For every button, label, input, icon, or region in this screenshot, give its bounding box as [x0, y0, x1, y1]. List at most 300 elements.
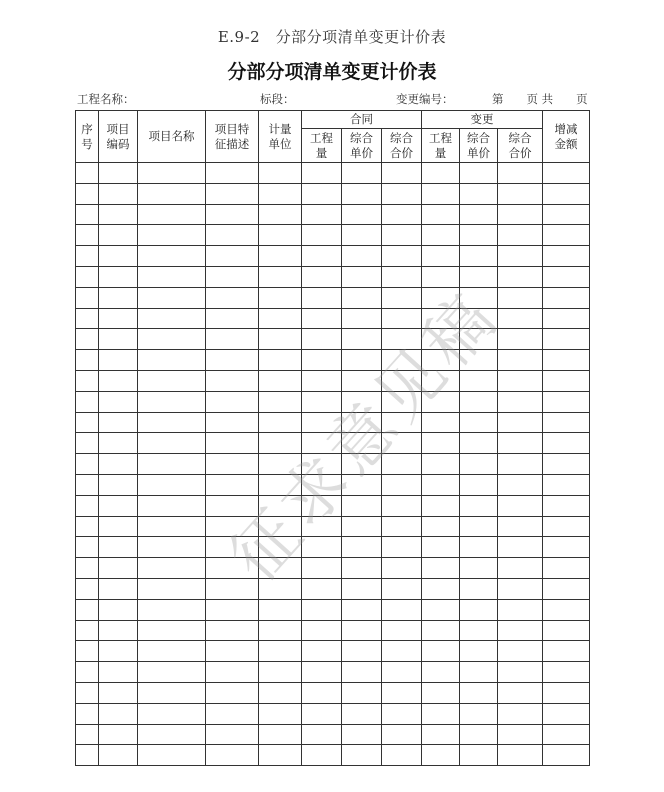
table-cell[interactable]: [99, 495, 138, 516]
table-cell[interactable]: [259, 495, 302, 516]
table-cell[interactable]: [460, 474, 498, 495]
table-cell[interactable]: [302, 454, 342, 475]
table-cell[interactable]: [342, 724, 382, 745]
table-cell[interactable]: [498, 287, 543, 308]
table-cell[interactable]: [206, 391, 259, 412]
table-cell[interactable]: [460, 620, 498, 641]
table-cell[interactable]: [76, 412, 99, 433]
table-cell[interactable]: [302, 537, 342, 558]
table-cell[interactable]: [302, 599, 342, 620]
table-cell[interactable]: [99, 204, 138, 225]
table-cell[interactable]: [138, 662, 206, 683]
table-cell[interactable]: [543, 454, 590, 475]
table-cell[interactable]: [76, 225, 99, 246]
table-cell[interactable]: [498, 745, 543, 766]
table-cell[interactable]: [460, 745, 498, 766]
table-cell[interactable]: [342, 620, 382, 641]
table-cell[interactable]: [342, 682, 382, 703]
table-cell[interactable]: [76, 641, 99, 662]
table-cell[interactable]: [76, 329, 99, 350]
table-cell[interactable]: [382, 662, 422, 683]
table-cell[interactable]: [498, 662, 543, 683]
table-cell[interactable]: [302, 724, 342, 745]
table-cell[interactable]: [76, 433, 99, 454]
table-cell[interactable]: [138, 703, 206, 724]
table-cell[interactable]: [498, 641, 543, 662]
table-cell[interactable]: [422, 225, 460, 246]
table-cell[interactable]: [206, 578, 259, 599]
table-cell[interactable]: [99, 474, 138, 495]
table-cell[interactable]: [99, 308, 138, 329]
table-cell[interactable]: [460, 350, 498, 371]
table-cell[interactable]: [76, 163, 99, 184]
table-cell[interactable]: [259, 391, 302, 412]
table-cell[interactable]: [543, 246, 590, 267]
table-cell[interactable]: [498, 578, 543, 599]
table-cell[interactable]: [302, 412, 342, 433]
table-cell[interactable]: [543, 745, 590, 766]
table-cell[interactable]: [382, 620, 422, 641]
table-cell[interactable]: [138, 370, 206, 391]
table-cell[interactable]: [422, 287, 460, 308]
table-cell[interactable]: [422, 558, 460, 579]
table-cell[interactable]: [99, 412, 138, 433]
table-cell[interactable]: [259, 266, 302, 287]
table-cell[interactable]: [498, 703, 543, 724]
table-cell[interactable]: [138, 350, 206, 371]
table-cell[interactable]: [76, 246, 99, 267]
table-cell[interactable]: [302, 495, 342, 516]
table-cell[interactable]: [342, 537, 382, 558]
table-cell[interactable]: [498, 724, 543, 745]
table-cell[interactable]: [460, 682, 498, 703]
table-cell[interactable]: [498, 225, 543, 246]
table-cell[interactable]: [543, 599, 590, 620]
table-cell[interactable]: [76, 620, 99, 641]
table-cell[interactable]: [498, 558, 543, 579]
table-cell[interactable]: [138, 745, 206, 766]
table-cell[interactable]: [460, 724, 498, 745]
table-cell[interactable]: [342, 558, 382, 579]
table-cell[interactable]: [302, 370, 342, 391]
table-cell[interactable]: [259, 204, 302, 225]
table-cell[interactable]: [206, 412, 259, 433]
table-cell[interactable]: [460, 516, 498, 537]
table-cell[interactable]: [422, 495, 460, 516]
table-cell[interactable]: [76, 183, 99, 204]
table-cell[interactable]: [138, 641, 206, 662]
table-cell[interactable]: [138, 537, 206, 558]
table-cell[interactable]: [76, 724, 99, 745]
table-cell[interactable]: [138, 329, 206, 350]
table-cell[interactable]: [422, 682, 460, 703]
table-cell[interactable]: [543, 412, 590, 433]
table-cell[interactable]: [460, 204, 498, 225]
table-cell[interactable]: [342, 370, 382, 391]
table-cell[interactable]: [382, 745, 422, 766]
table-cell[interactable]: [422, 246, 460, 267]
table-cell[interactable]: [498, 350, 543, 371]
table-cell[interactable]: [99, 599, 138, 620]
table-cell[interactable]: [259, 578, 302, 599]
table-cell[interactable]: [460, 163, 498, 184]
table-cell[interactable]: [498, 682, 543, 703]
table-cell[interactable]: [382, 329, 422, 350]
table-cell[interactable]: [543, 537, 590, 558]
table-cell[interactable]: [382, 412, 422, 433]
table-cell[interactable]: [543, 620, 590, 641]
table-cell[interactable]: [206, 266, 259, 287]
table-cell[interactable]: [302, 183, 342, 204]
table-cell[interactable]: [138, 578, 206, 599]
table-cell[interactable]: [382, 474, 422, 495]
table-cell[interactable]: [422, 370, 460, 391]
table-cell[interactable]: [460, 454, 498, 475]
table-cell[interactable]: [342, 204, 382, 225]
table-cell[interactable]: [382, 724, 422, 745]
table-cell[interactable]: [422, 329, 460, 350]
table-cell[interactable]: [543, 578, 590, 599]
table-cell[interactable]: [382, 225, 422, 246]
table-cell[interactable]: [543, 225, 590, 246]
table-cell[interactable]: [302, 204, 342, 225]
table-cell[interactable]: [259, 225, 302, 246]
table-cell[interactable]: [460, 558, 498, 579]
table-cell[interactable]: [138, 599, 206, 620]
table-cell[interactable]: [460, 225, 498, 246]
table-cell[interactable]: [543, 370, 590, 391]
table-cell[interactable]: [382, 183, 422, 204]
table-cell[interactable]: [302, 225, 342, 246]
table-cell[interactable]: [99, 163, 138, 184]
table-cell[interactable]: [543, 682, 590, 703]
table-cell[interactable]: [206, 225, 259, 246]
table-cell[interactable]: [382, 287, 422, 308]
table-cell[interactable]: [76, 474, 99, 495]
table-cell[interactable]: [76, 516, 99, 537]
table-cell[interactable]: [422, 474, 460, 495]
table-cell[interactable]: [382, 599, 422, 620]
table-cell[interactable]: [342, 246, 382, 267]
table-cell[interactable]: [259, 433, 302, 454]
table-cell[interactable]: [382, 433, 422, 454]
table-cell[interactable]: [138, 266, 206, 287]
table-cell[interactable]: [99, 578, 138, 599]
table-cell[interactable]: [543, 516, 590, 537]
table-cell[interactable]: [342, 516, 382, 537]
table-cell[interactable]: [382, 578, 422, 599]
table-cell[interactable]: [342, 745, 382, 766]
table-cell[interactable]: [498, 391, 543, 412]
table-cell[interactable]: [302, 682, 342, 703]
table-cell[interactable]: [460, 703, 498, 724]
table-cell[interactable]: [382, 537, 422, 558]
table-cell[interactable]: [498, 474, 543, 495]
table-cell[interactable]: [206, 703, 259, 724]
table-cell[interactable]: [259, 745, 302, 766]
table-cell[interactable]: [302, 558, 342, 579]
table-cell[interactable]: [422, 204, 460, 225]
table-cell[interactable]: [138, 682, 206, 703]
table-cell[interactable]: [498, 537, 543, 558]
table-cell[interactable]: [342, 225, 382, 246]
table-cell[interactable]: [259, 703, 302, 724]
table-cell[interactable]: [302, 391, 342, 412]
table-cell[interactable]: [543, 391, 590, 412]
table-cell[interactable]: [259, 516, 302, 537]
table-cell[interactable]: [460, 308, 498, 329]
table-cell[interactable]: [543, 308, 590, 329]
table-cell[interactable]: [498, 163, 543, 184]
table-cell[interactable]: [460, 183, 498, 204]
table-cell[interactable]: [498, 308, 543, 329]
table-cell[interactable]: [382, 204, 422, 225]
table-cell[interactable]: [382, 454, 422, 475]
table-cell[interactable]: [259, 350, 302, 371]
table-cell[interactable]: [138, 412, 206, 433]
table-cell[interactable]: [460, 495, 498, 516]
table-cell[interactable]: [382, 391, 422, 412]
table-cell[interactable]: [302, 308, 342, 329]
table-cell[interactable]: [206, 662, 259, 683]
table-cell[interactable]: [422, 599, 460, 620]
table-cell[interactable]: [206, 370, 259, 391]
table-cell[interactable]: [543, 662, 590, 683]
table-cell[interactable]: [498, 183, 543, 204]
table-cell[interactable]: [76, 558, 99, 579]
table-cell[interactable]: [259, 454, 302, 475]
table-cell[interactable]: [460, 599, 498, 620]
table-cell[interactable]: [543, 183, 590, 204]
table-cell[interactable]: [543, 495, 590, 516]
table-cell[interactable]: [206, 308, 259, 329]
table-cell[interactable]: [382, 308, 422, 329]
table-cell[interactable]: [206, 454, 259, 475]
table-cell[interactable]: [342, 412, 382, 433]
table-cell[interactable]: [422, 745, 460, 766]
table-cell[interactable]: [543, 558, 590, 579]
table-cell[interactable]: [259, 724, 302, 745]
table-cell[interactable]: [206, 682, 259, 703]
table-cell[interactable]: [138, 204, 206, 225]
table-cell[interactable]: [206, 724, 259, 745]
table-cell[interactable]: [99, 329, 138, 350]
table-cell[interactable]: [138, 558, 206, 579]
table-cell[interactable]: [422, 662, 460, 683]
table-cell[interactable]: [206, 558, 259, 579]
table-cell[interactable]: [342, 391, 382, 412]
table-cell[interactable]: [76, 495, 99, 516]
table-cell[interactable]: [543, 703, 590, 724]
table-cell[interactable]: [259, 682, 302, 703]
table-cell[interactable]: [382, 641, 422, 662]
table-cell[interactable]: [138, 391, 206, 412]
table-cell[interactable]: [206, 163, 259, 184]
table-cell[interactable]: [382, 516, 422, 537]
table-cell[interactable]: [543, 204, 590, 225]
table-cell[interactable]: [422, 183, 460, 204]
table-cell[interactable]: [302, 662, 342, 683]
table-cell[interactable]: [99, 246, 138, 267]
table-cell[interactable]: [460, 412, 498, 433]
table-cell[interactable]: [138, 308, 206, 329]
table-cell[interactable]: [302, 745, 342, 766]
table-cell[interactable]: [138, 620, 206, 641]
table-cell[interactable]: [99, 537, 138, 558]
table-cell[interactable]: [422, 454, 460, 475]
table-cell[interactable]: [498, 516, 543, 537]
table-cell[interactable]: [302, 474, 342, 495]
table-cell[interactable]: [422, 163, 460, 184]
table-cell[interactable]: [382, 703, 422, 724]
table-cell[interactable]: [460, 287, 498, 308]
table-cell[interactable]: [422, 641, 460, 662]
table-cell[interactable]: [259, 370, 302, 391]
table-cell[interactable]: [138, 454, 206, 475]
table-cell[interactable]: [342, 308, 382, 329]
table-cell[interactable]: [422, 412, 460, 433]
table-cell[interactable]: [498, 266, 543, 287]
table-cell[interactable]: [543, 329, 590, 350]
table-cell[interactable]: [76, 662, 99, 683]
table-cell[interactable]: [259, 641, 302, 662]
table-cell[interactable]: [138, 246, 206, 267]
table-cell[interactable]: [543, 266, 590, 287]
table-cell[interactable]: [76, 454, 99, 475]
table-cell[interactable]: [543, 474, 590, 495]
table-cell[interactable]: [259, 163, 302, 184]
table-cell[interactable]: [206, 537, 259, 558]
table-cell[interactable]: [422, 724, 460, 745]
table-cell[interactable]: [543, 433, 590, 454]
table-cell[interactable]: [422, 620, 460, 641]
table-cell[interactable]: [99, 225, 138, 246]
table-cell[interactable]: [382, 163, 422, 184]
table-cell[interactable]: [99, 703, 138, 724]
table-cell[interactable]: [460, 537, 498, 558]
table-cell[interactable]: [422, 537, 460, 558]
table-cell[interactable]: [138, 433, 206, 454]
table-cell[interactable]: [206, 495, 259, 516]
table-cell[interactable]: [302, 516, 342, 537]
table-cell[interactable]: [498, 246, 543, 267]
table-cell[interactable]: [206, 620, 259, 641]
table-cell[interactable]: [498, 495, 543, 516]
table-cell[interactable]: [99, 350, 138, 371]
table-cell[interactable]: [460, 662, 498, 683]
table-cell[interactable]: [460, 246, 498, 267]
table-cell[interactable]: [422, 516, 460, 537]
table-cell[interactable]: [543, 641, 590, 662]
table-cell[interactable]: [498, 620, 543, 641]
table-cell[interactable]: [382, 246, 422, 267]
table-cell[interactable]: [302, 620, 342, 641]
table-cell[interactable]: [99, 641, 138, 662]
table-cell[interactable]: [99, 724, 138, 745]
table-cell[interactable]: [342, 703, 382, 724]
table-cell[interactable]: [498, 370, 543, 391]
table-cell[interactable]: [342, 350, 382, 371]
table-cell[interactable]: [138, 495, 206, 516]
table-cell[interactable]: [460, 391, 498, 412]
table-cell[interactable]: [342, 599, 382, 620]
table-cell[interactable]: [259, 329, 302, 350]
table-cell[interactable]: [99, 454, 138, 475]
table-cell[interactable]: [206, 329, 259, 350]
table-cell[interactable]: [76, 391, 99, 412]
table-cell[interactable]: [206, 474, 259, 495]
table-cell[interactable]: [302, 703, 342, 724]
table-cell[interactable]: [206, 745, 259, 766]
table-cell[interactable]: [99, 516, 138, 537]
table-cell[interactable]: [498, 433, 543, 454]
table-cell[interactable]: [543, 724, 590, 745]
table-cell[interactable]: [138, 287, 206, 308]
table-cell[interactable]: [543, 350, 590, 371]
table-cell[interactable]: [76, 266, 99, 287]
table-cell[interactable]: [342, 287, 382, 308]
table-cell[interactable]: [76, 703, 99, 724]
table-cell[interactable]: [382, 682, 422, 703]
table-cell[interactable]: [342, 578, 382, 599]
table-cell[interactable]: [302, 433, 342, 454]
table-cell[interactable]: [422, 350, 460, 371]
table-cell[interactable]: [76, 350, 99, 371]
table-cell[interactable]: [259, 599, 302, 620]
table-cell[interactable]: [498, 329, 543, 350]
table-cell[interactable]: [342, 474, 382, 495]
table-cell[interactable]: [99, 620, 138, 641]
table-cell[interactable]: [498, 204, 543, 225]
table-cell[interactable]: [422, 433, 460, 454]
table-cell[interactable]: [342, 329, 382, 350]
table-cell[interactable]: [302, 246, 342, 267]
table-cell[interactable]: [206, 287, 259, 308]
table-cell[interactable]: [382, 350, 422, 371]
table-cell[interactable]: [138, 516, 206, 537]
table-cell[interactable]: [259, 474, 302, 495]
table-cell[interactable]: [422, 578, 460, 599]
table-cell[interactable]: [460, 266, 498, 287]
table-cell[interactable]: [138, 163, 206, 184]
table-cell[interactable]: [302, 163, 342, 184]
table-cell[interactable]: [99, 433, 138, 454]
table-cell[interactable]: [259, 183, 302, 204]
table-cell[interactable]: [206, 641, 259, 662]
table-cell[interactable]: [498, 599, 543, 620]
table-cell[interactable]: [259, 537, 302, 558]
table-cell[interactable]: [99, 745, 138, 766]
table-cell[interactable]: [302, 329, 342, 350]
table-cell[interactable]: [422, 308, 460, 329]
table-cell[interactable]: [302, 641, 342, 662]
table-cell[interactable]: [342, 183, 382, 204]
table-cell[interactable]: [342, 662, 382, 683]
table-cell[interactable]: [138, 225, 206, 246]
table-cell[interactable]: [382, 370, 422, 391]
table-cell[interactable]: [99, 370, 138, 391]
table-cell[interactable]: [342, 641, 382, 662]
table-cell[interactable]: [259, 308, 302, 329]
table-cell[interactable]: [206, 350, 259, 371]
table-cell[interactable]: [99, 183, 138, 204]
table-cell[interactable]: [259, 620, 302, 641]
table-cell[interactable]: [460, 641, 498, 662]
table-cell[interactable]: [138, 474, 206, 495]
table-cell[interactable]: [259, 287, 302, 308]
table-cell[interactable]: [422, 266, 460, 287]
table-cell[interactable]: [76, 308, 99, 329]
